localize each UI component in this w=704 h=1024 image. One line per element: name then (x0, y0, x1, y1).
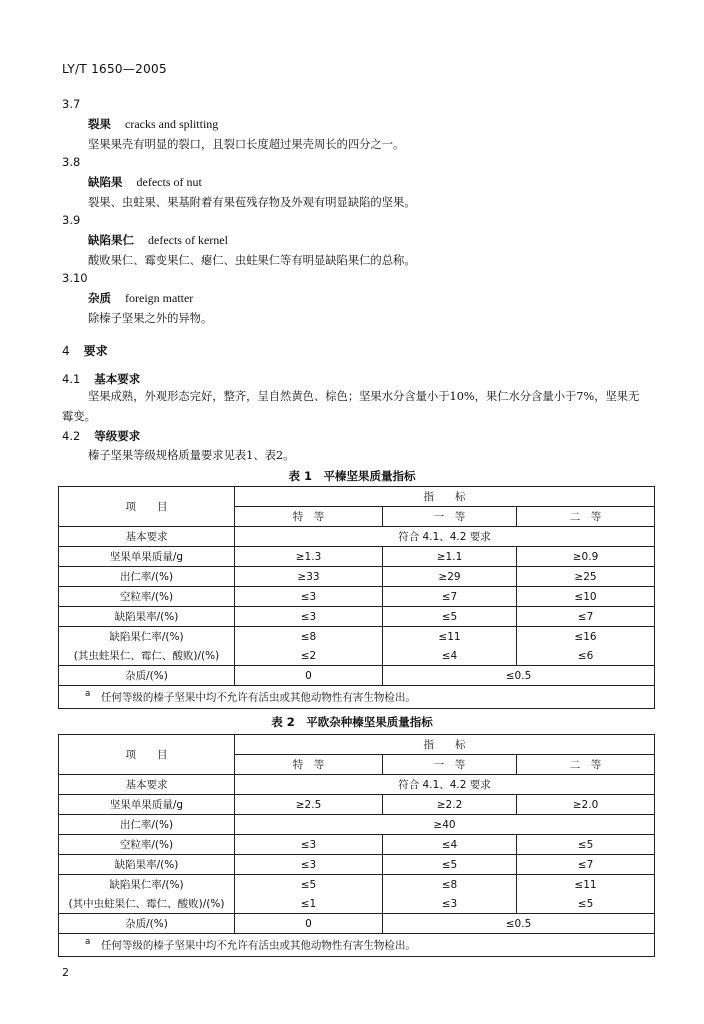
cell-value: 0 (235, 666, 383, 686)
term-cn: 缺陷果仁 (88, 233, 134, 247)
term-cn: 缺陷果 (88, 175, 123, 189)
row-label: 出仁率/(%) (59, 815, 235, 835)
page-number: 2 (62, 966, 69, 979)
cell-value: ≤0.5 (383, 914, 655, 934)
row-label: 出仁率/(%) (59, 567, 235, 587)
cell-value: ≥0.9 (517, 547, 655, 567)
section-number: 3.9 (62, 213, 81, 227)
cell-value: ≥33 (235, 567, 383, 587)
cell-value: ≤4 (383, 646, 517, 666)
row-label: 坚果单果质量/g (59, 795, 235, 815)
table-row (59, 855, 655, 875)
col-header-item: 项 目 (59, 487, 235, 527)
subsection-number: 4.1 (62, 372, 81, 386)
cell-value: ≤2 (235, 646, 383, 666)
table-row (59, 587, 655, 607)
subsection-number: 4.2 (62, 429, 81, 443)
cell-value: ≤6 (517, 646, 655, 666)
cell-value: ≤7 (383, 587, 517, 607)
cell-value: ≤7 (517, 607, 655, 627)
cell-value: ≤1 (235, 894, 383, 914)
cell-value: ≥2.0 (517, 795, 655, 815)
table-row (59, 567, 655, 587)
col-header-index: 指 标 (235, 735, 655, 755)
basic-requirement-text: 坚果成熟，外观形态完好，整齐，呈自然黄色、棕色；坚果水分含量小于10%，果仁水分含量小于7%，坚果无霉变。 (62, 390, 640, 423)
cell-value: ≤16 (517, 627, 655, 647)
term-definition: 酸败果仁、霉变果仁、瘪仁、虫蛀果仁等有明显缺陷果仁的总称。 (88, 254, 416, 267)
cell-value: ≥29 (383, 567, 517, 587)
cell-value: ≤11 (517, 875, 655, 895)
table-footnote (59, 686, 655, 709)
term-en: defects of nut (136, 175, 202, 189)
term-heading (88, 290, 193, 306)
subsection-title: 基本要求 (94, 372, 141, 386)
row-label: 杂质/(%) (59, 666, 235, 686)
subsection-title: 等级要求 (94, 429, 141, 443)
cell-value: ≤5 (517, 894, 655, 914)
table-row (59, 775, 655, 795)
table-row (59, 666, 655, 686)
cell-value: ≥1.1 (383, 547, 517, 567)
section-number: 3.10 (62, 271, 88, 285)
row-label: 缺陷果仁率/(%) (59, 627, 235, 647)
grade-header: 特 等 (235, 507, 383, 527)
term-en: defects of kernel (148, 233, 228, 247)
row-label: 杂质/(%) (59, 914, 235, 934)
cell-value: ≤5 (517, 835, 655, 855)
table-row (59, 914, 655, 934)
cell-value: ≥1.3 (235, 547, 383, 567)
chapter-title: 要求 (83, 344, 108, 358)
grade-header: 二 等 (517, 507, 655, 527)
grade-header: 一 等 (383, 755, 517, 775)
table1-hazelnut-quality (58, 486, 655, 709)
cell-value: ≥25 (517, 567, 655, 587)
cell-value: ≥40 (235, 815, 655, 835)
term-en: cracks and splitting (125, 117, 219, 131)
row-label: 缺陷果率/(%) (59, 607, 235, 627)
cell-value: ≤5 (383, 607, 517, 627)
table-row (59, 815, 655, 835)
cell-value: ≤0.5 (383, 666, 655, 686)
table-row (59, 646, 655, 666)
grade-header: 一 等 (383, 507, 517, 527)
table-row (59, 835, 655, 855)
cell-value: ≤10 (517, 587, 655, 607)
term-definition: 裂果、虫蛀果、果基附着有果苞残存物及外观有明显缺陷的坚果。 (88, 196, 416, 209)
row-label: 空粒率/(%) (59, 587, 235, 607)
section-number: 3.8 (62, 155, 81, 169)
cell-value: ≤3 (235, 607, 383, 627)
row-label: 缺陷果仁率/(%) (59, 875, 235, 895)
cell-value: ≤3 (235, 835, 383, 855)
row-label: 坚果单果质量/g (59, 547, 235, 567)
footnote-text: 任何等级的榛子坚果中均不允许有活虫或其他动物性有害生物检出。 (100, 939, 416, 952)
cell-value: ≤3 (235, 587, 383, 607)
grade-header: 特 等 (235, 755, 383, 775)
term-definition: 坚果果壳有明显的裂口，且裂口长度超过果壳周长的四分之一。 (88, 138, 405, 151)
table-row (59, 527, 655, 547)
table-row (59, 795, 655, 815)
cell-value: ≤8 (235, 627, 383, 647)
table2-caption: 表 2 平欧杂种榛坚果质量指标 (271, 715, 433, 729)
grade-header: 二 等 (517, 755, 655, 775)
section-number: 3.7 (62, 97, 81, 111)
footnote-text: 任何等级的榛子坚果中均不允许有活虫或其他动物性有害生物检出。 (100, 691, 416, 704)
term-cn: 裂果 (88, 117, 111, 131)
cell-value: 0 (235, 914, 383, 934)
row-label: 基本要求 (59, 527, 235, 547)
cell-value: ≤5 (235, 875, 383, 895)
cell-value: ≤3 (383, 894, 517, 914)
footnote-mark: a (85, 937, 91, 948)
table-row (59, 875, 655, 895)
table-footnote (59, 934, 655, 957)
subsection-heading (62, 371, 140, 387)
table1-caption: 表 1 平榛坚果质量指标 (288, 469, 416, 483)
cell-value: ≤4 (383, 835, 517, 855)
footnote-mark: a (85, 689, 91, 700)
table-row (59, 627, 655, 647)
table-row (59, 607, 655, 627)
cell-value: ≤7 (517, 855, 655, 875)
term-definition: 除榛子坚果之外的异物。 (88, 312, 213, 325)
table2-hybrid-hazelnut-quality (58, 734, 655, 957)
col-header-item: 项 目 (59, 735, 235, 775)
cell-value: ≤8 (383, 875, 517, 895)
cell-value: ≥2.5 (235, 795, 383, 815)
row-label: 基本要求 (59, 775, 235, 795)
cell-value: ≤11 (383, 627, 517, 647)
chapter-heading (62, 342, 108, 359)
col-header-index: 指 标 (235, 487, 655, 507)
cell-value: 符合 4.1、4.2 要求 (235, 527, 655, 547)
chapter-number: 4 (62, 344, 70, 358)
cell-value: ≤5 (383, 855, 517, 875)
row-label: (其虫蛀果仁、霉仁、酸败)/(%) (59, 646, 235, 666)
cell-value: ≥2.2 (383, 795, 517, 815)
standard-number-header: LY/T 1650—2005 (62, 62, 167, 76)
row-label: 空粒率/(%) (59, 835, 235, 855)
table-row (59, 894, 655, 914)
row-label: (其中虫蛀果仁、霉仁、酸败)/(%) (59, 894, 235, 914)
subsection-heading (62, 428, 140, 444)
term-heading (88, 232, 228, 248)
grade-requirement-text: 榛子坚果等级规格质量要求见表1、表2。 (88, 449, 295, 462)
term-heading (88, 116, 218, 132)
row-label: 缺陷果率/(%) (59, 855, 235, 875)
term-en: foreign matter (125, 291, 194, 305)
term-heading (88, 174, 202, 190)
cell-value: ≤3 (235, 855, 383, 875)
term-cn: 杂质 (88, 291, 111, 305)
cell-value: 符合 4.1、4.2 要求 (235, 775, 655, 795)
table-row (59, 547, 655, 567)
